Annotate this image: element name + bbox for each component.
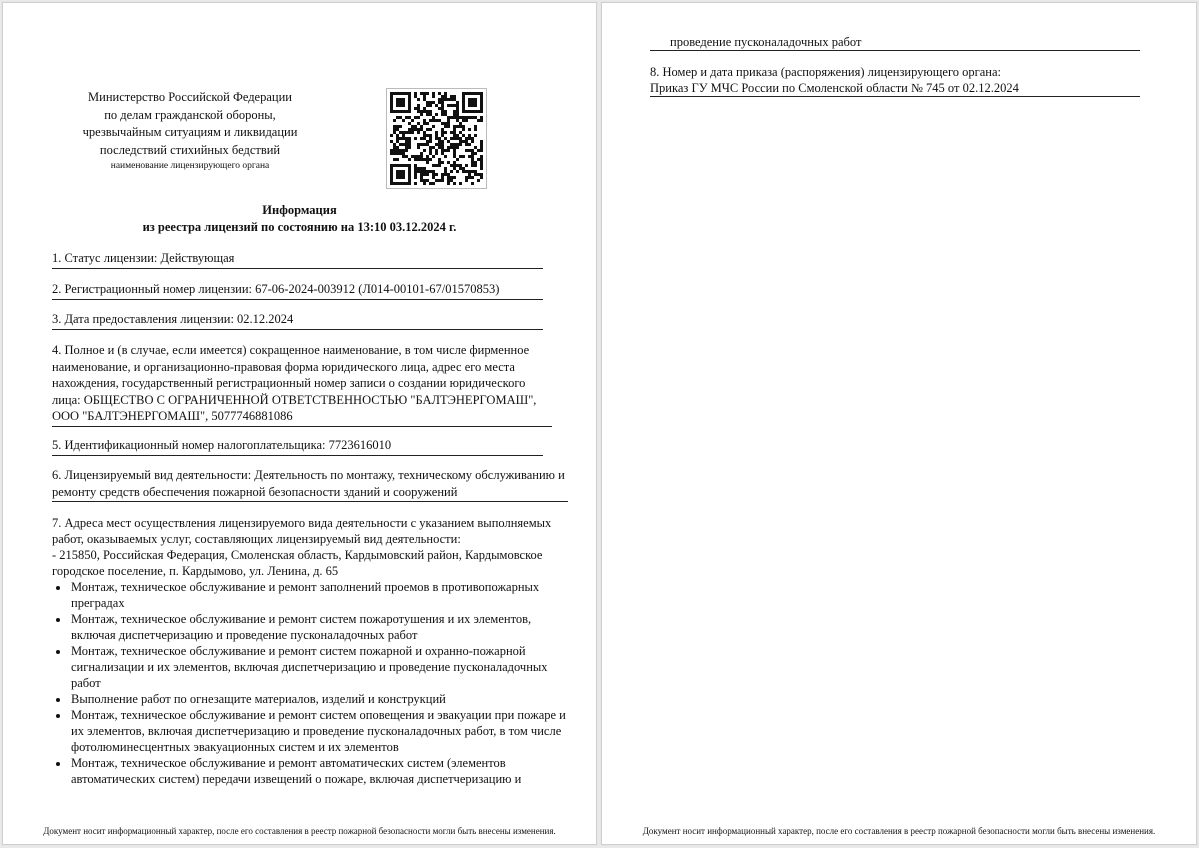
authority-line: Министерство Российской Федерации	[88, 90, 292, 104]
list-item: • Монтаж, техническое обслуживание и ремонт систем оповещения и эвакуации при пожаре и их элементов, включая диспетчеризацию и проведение пусконаладочных работ, в том числе фотолюминесцентных эвакуационных систем и их элементов	[70, 707, 573, 755]
page-footer-note: Документ носит информационный характер, после его составления в реестр пожарной безопасности могли быть внесены изменения.	[43, 826, 556, 836]
authority-caption: наименование лицензирующего органа	[110, 161, 270, 171]
order-heading: 8. Номер и дата приказа (распоряжения) лицензирующего органа:	[650, 65, 1002, 79]
works-list	[52, 579, 573, 787]
license-order	[650, 64, 1140, 97]
license-issue-date: 3. Дата предоставления лицензии: 02.12.2024	[52, 311, 543, 330]
document-page-1	[2, 2, 597, 845]
list-item: • Монтаж, техническое обслуживание и ремонт заполнений проемов в противопожарных преградах	[70, 579, 573, 611]
activity-addresses	[52, 515, 573, 787]
taxpayer-id: 5. Идентификационный номер налогоплательщика: 7723616010	[52, 437, 543, 456]
works-list-continuation: проведение пусконаладочных работ	[650, 34, 1140, 51]
list-item: • Выполнение работ по огнезащите материалов, изделий и конструкций	[70, 691, 573, 707]
title-line-1: Информация	[262, 203, 337, 217]
authority-line: последствий стихийных бедствий	[99, 142, 281, 157]
qr-code-icon	[386, 88, 487, 189]
licensing-authority	[45, 89, 335, 173]
list-item: • Монтаж, техническое обслуживание и ремонт систем пожаротушения и их элементов, включая диспетчеризацию и проведение пусконаладочных работ	[70, 611, 573, 643]
page-footer-note: Документ носит информационный характер, после его составления в реестр пожарной безопасности могли быть внесены изменения.	[642, 826, 1156, 836]
authority-line: чрезвычайным ситуациям и ликвидации	[82, 125, 298, 139]
addresses-heading: 7. Адреса мест осуществления лицензируемого вида деятельности с указанием выполняемых работ, оказываемых услуг, составляющих лицензируемый вид деятельности:	[52, 516, 552, 546]
licensed-activity: 6. Лицензируемый вид деятельности: Деятельность по монтажу, техническому обслуживанию и ремонту средств обеспечения пожарной безопасности зданий и сооружений	[52, 467, 568, 502]
authority-line: по делам гражданской обороны,	[104, 107, 276, 122]
order-value: Приказ ГУ МЧС России по Смоленской области № 745 от 02.12.2024	[650, 81, 1019, 95]
activity-address: - 215850, Российская Федерация, Смоленская область, Кардымовский район, Кардымовское городское поселение, п. Кардымово, ул. Ленина, д. 65	[52, 548, 543, 578]
license-registration-number: 2. Регистрационный номер лицензии: 67-06-2024-003912 (Л014-00101-67/01570853)	[52, 281, 543, 300]
document-page-2	[601, 2, 1197, 845]
license-status: 1. Статус лицензии: Действующая	[52, 250, 543, 269]
licensee-name-and-address: 4. Полное и (в случае, если имеется) сокращенное наименование, в том числе фирменное наименование, и организационно-правовая форма юридического лица, адрес его места нахождения, государственный регистрационный номер записи о создании юридического лица: ОБЩЕСТВО С ОГРАНИЧЕННОЙ ОТВЕТСТВЕННОСТЬЮ "БАЛТЭНЕРГОМАШ", ООО "БАЛТЭНЕРГОМАШ", 5077746881086	[52, 342, 552, 427]
list-item: • Монтаж, техническое обслуживание и ремонт автоматических систем (элементов автоматических систем) передачи извещений о пожаре, включая диспетчеризацию и	[70, 755, 573, 787]
title-line-2: из реестра лицензий по состоянию на 13:10 03.12.2024 г.	[142, 220, 457, 234]
qr-code-graphic	[387, 89, 486, 188]
document-title	[3, 202, 596, 236]
list-item: • Монтаж, техническое обслуживание и ремонт систем пожарной и охранно-пожарной сигнализации и их элементов, включая диспетчеризацию и проведение пусконаладочных работ	[70, 643, 573, 691]
